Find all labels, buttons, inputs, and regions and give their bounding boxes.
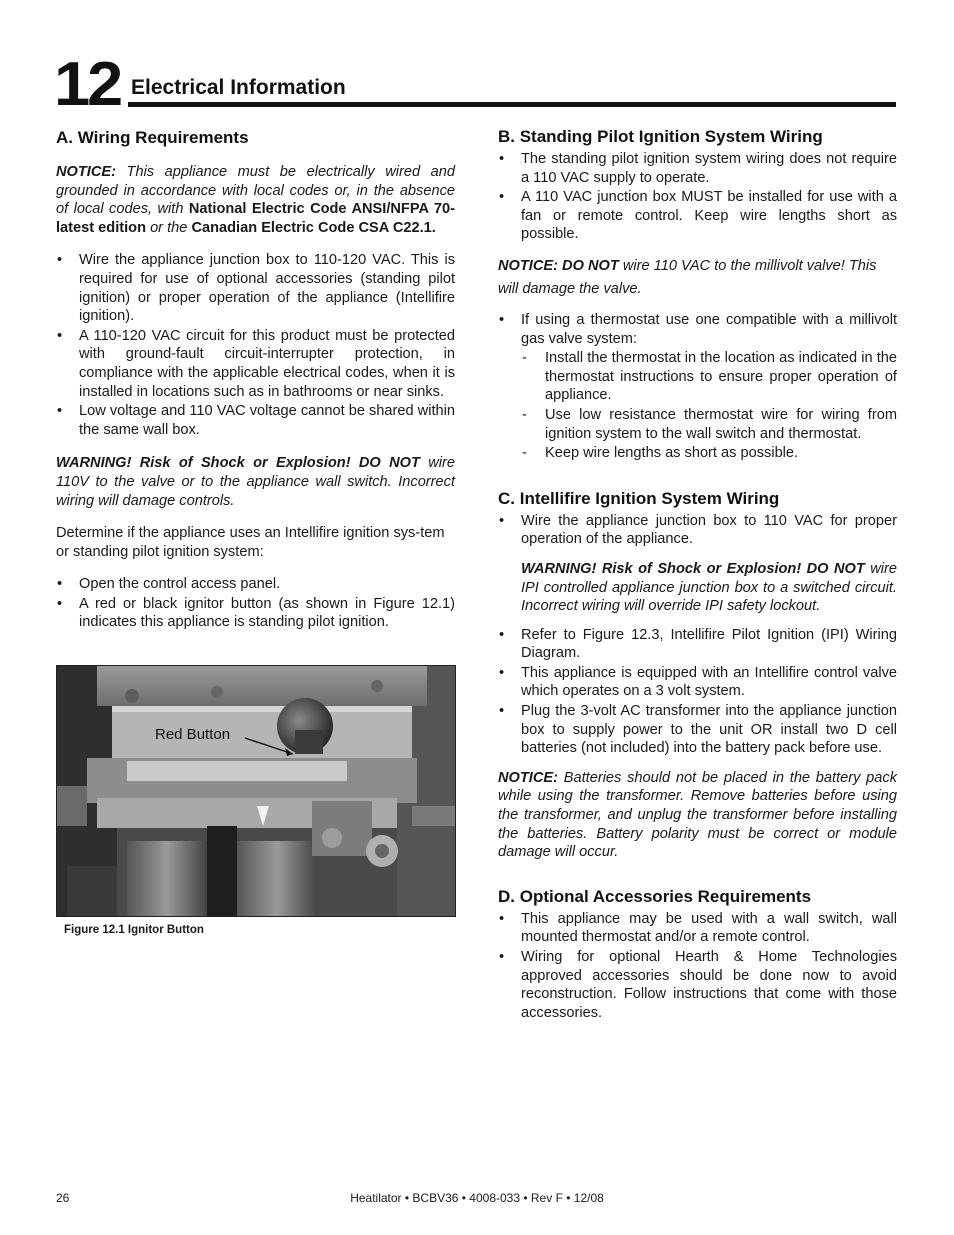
csa-code: Canadian Electric Code CSA C22.1. bbox=[191, 219, 436, 236]
section-d-bullets bbox=[498, 910, 897, 1023]
list-item: • If using a thermostat use one compatible with a millivolt gas valve system: - Install the thermostat in the location as indicated in the thermostat instructions to ensure proper operation of appliance. - Use low resistance thermostat wire for wiring from ignition system to the wall switch and thermostat. - Keep wire lengths as short as possible. bbox=[498, 311, 897, 463]
list-item: • Wire the appliance junction box to 110-120 VAC. This is required for use of optional accessories (standing pilot ignition) or proper operation of the appliance (Intellifire ignition). bbox=[56, 251, 455, 325]
section-a-heading: A. Wiring Requirements bbox=[56, 128, 249, 147]
list-item: • Wire the appliance junction box to 110 VAC for proper operation of the appliance. bbox=[498, 512, 897, 549]
footer-text: Heatilator • BCBV36 • 4008-033 • Rev F • 12/08 bbox=[350, 1191, 604, 1205]
list-item: • Open the control access panel. bbox=[56, 575, 455, 594]
page-number: 26 bbox=[56, 1191, 70, 1205]
list-item: • Low voltage and 110 VAC voltage cannot be shared within the same wall box. bbox=[56, 402, 455, 439]
left-column bbox=[56, 127, 455, 940]
list-item: • Wiring for optional Hearth & Home Technologies approved accessories should be done now to avoid reconstruction. Follow instructions that come with those accessories. bbox=[498, 948, 897, 1022]
thermostat-sublist bbox=[521, 349, 897, 463]
section-c-notice: NOTICE: Batteries should not be placed in the battery pack while using the transformer. Remove batteries before using the transformer, and unplug the transformer before installing the batteries. Battery polarity must be correct or module damage will occur. bbox=[498, 769, 897, 861]
list-item: • A 110 VAC junction box MUST be installed for use with a fan or remote control. Keep wire lengths short as possible. bbox=[498, 188, 897, 244]
list-item: - Use low resistance thermostat wire for wiring from ignition system to the wall switch and thermostat. bbox=[521, 406, 897, 443]
nec-code: National Electric Code ANSI/NFPA 70-latest edition bbox=[56, 201, 455, 236]
list-item: • Plug the 3-volt AC transformer into the appliance junction box to supply power to the unit OR install two D cell batteries (not included) into the battery pack before use. bbox=[498, 702, 897, 758]
section-b-heading: B. Standing Pilot Ignition System Wiring bbox=[498, 127, 823, 146]
ignitor-button-photo bbox=[56, 665, 456, 917]
chapter-number: 12 bbox=[54, 50, 121, 119]
section-a-bullets-2 bbox=[56, 575, 455, 632]
section-d-heading: D. Optional Accessories Requirements bbox=[498, 886, 812, 906]
chapter-title: Electrical Information bbox=[131, 76, 346, 99]
list-item: • This appliance may be used with a wall switch, wall mounted thermostat and/or a remote control. bbox=[498, 910, 897, 947]
section-c-bullets bbox=[498, 626, 897, 758]
list-item: • A red or black ignitor button (as shown in Figure 12.1) indicates this appliance is standing pilot ignition. bbox=[56, 595, 455, 632]
chapter-rule bbox=[128, 102, 896, 107]
section-a-warning: WARNING! Risk of Shock or Explosion! DO NOT wire 110V to the valve or to the appliance wall switch. Incorrect wiring will damage controls. bbox=[56, 455, 455, 509]
determine-paragraph: Determine if the appliance uses an Intellifire ignition sys-tem or standing pilot ignition system: bbox=[56, 525, 445, 560]
list-item: • The standing pilot ignition system wiring does not require a 110 VAC supply to operate. bbox=[498, 150, 897, 187]
notice-label: NOTICE: bbox=[56, 164, 116, 180]
section-c-warning: WARNING! Risk of Shock or Explosion! DO NOT wire IPI controlled appliance junction box to a switched circuit. Incorrect wiring will override IPI safety lockout. bbox=[521, 560, 897, 615]
figure-caption: Figure 12.1 Ignitor Button bbox=[64, 924, 204, 937]
red-button-label: Red Button bbox=[155, 726, 231, 744]
section-c-bullet-1 bbox=[498, 512, 897, 549]
thermostat-list bbox=[498, 311, 897, 463]
section-a-notice: NOTICE: This appliance must be electrically wired and grounded in accordance with local codes or, in the absence of local codes, with National Electric Code ANSI/NFPA 70-latest edition or the Canadian Electric Code CSA C22.1. bbox=[56, 164, 455, 236]
section-b-notice: NOTICE: DO NOT wire 110 VAC to the millivolt valve! This will damage the valve. bbox=[498, 257, 877, 297]
valve-photo-illustration bbox=[57, 666, 455, 916]
section-b-bullets bbox=[498, 150, 897, 244]
section-a-bullets bbox=[56, 251, 455, 439]
list-item: • A 110-120 VAC circuit for this product must be protected with ground-fault circuit-interrupter protection, in compliance with the applicable electrical codes, when it is installed in locations such as in bathrooms or near sinks. bbox=[56, 327, 455, 401]
list-item: • Refer to Figure 12.3, Intellifire Pilot Ignition (IPI) Wiring Diagram. bbox=[498, 626, 897, 663]
section-c-heading: C. Intellifire Ignition System Wiring bbox=[498, 488, 780, 508]
list-item: - Keep wire lengths as short as possible. bbox=[521, 444, 897, 463]
right-column bbox=[498, 126, 897, 1023]
list-item: • This appliance is equipped with an Intellifire control valve which operates on a 3 volt system. bbox=[498, 664, 897, 701]
list-item: - Install the thermostat in the location as indicated in the thermostat instructions to ensure proper operation of appliance. bbox=[521, 349, 897, 405]
